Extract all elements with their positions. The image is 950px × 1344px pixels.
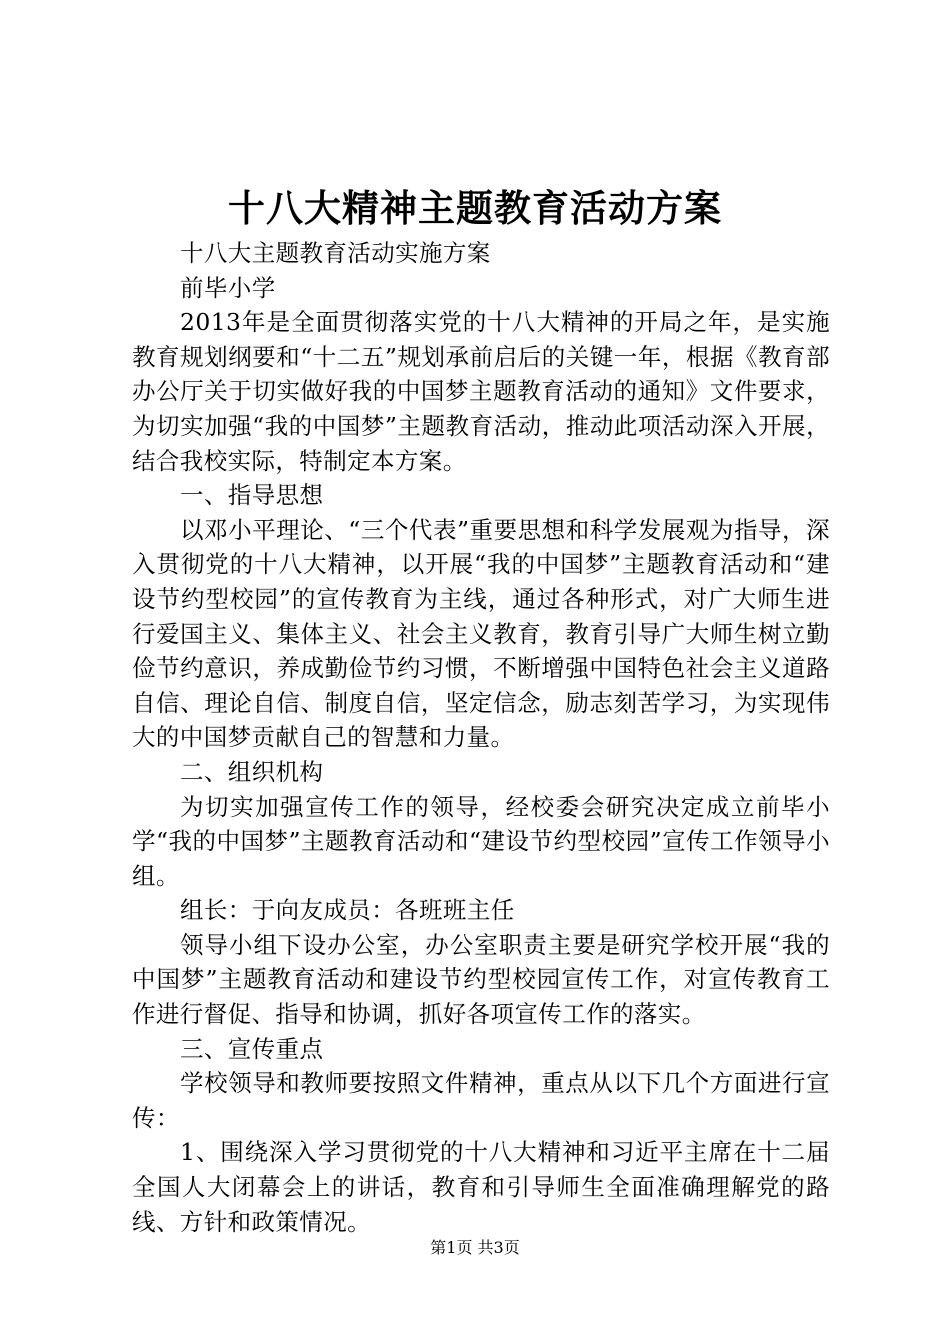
intro-paragraph: 2013年是全面贯彻落实党的十八大精神的开局之年，是实施教育规划纲要和“十二五”规划承前启后的关键一年，根据《教育部办公厅关于切实做好我的中国梦主题教育活动的通知》文件要求，为切实加强“我的中国梦”主题教育活动，推动此项活动深入开展，结合我校实际，特制定本方案。 [132,308,830,475]
office-duties-paragraph: 领导小组下设办公室，办公室职责主要是研究学校开展“我的中国梦”主题教育活动和建设节约型校园宣传工作，对宣传教育工作进行督促、指导和协调，抓好各项宣传工作的落实。 [132,930,830,1029]
publicity-focus-paragraph: 学校领导和教师要按照文件精神，重点从以下几个方面进行宣传： [132,1069,830,1132]
guiding-ideology-paragraph: 以邓小平理论、“三个代表”重要思想和科学发展观为指导，深入贯彻党的十八大精神，以开展“我的中国梦”主题教育活动和“建设节约型校园”的宣传教育为主线，通过各种形式，对广大师生进行爱国主义、集体主义、社会主义教育，教育引导广大师生树立勤俭节约意识，养成勤俭节约习惯，不断增强中国特色社会主义道路自信、理论自信、制度自信，坚定信念，励志刻苦学习，为实现伟大的中国梦贡献自己的智慧和力量。 [132,515,830,752]
focus-item-1-paragraph: 1、围绕深入学习贯彻党的十八大精神和习近平主席在十二届全国人大闭幕会上的讲话，教育和引导师生全面准确理解党的路线、方针和政策情况。 [132,1138,830,1236]
page-footer: 第1页 共3页 [430,1238,520,1257]
members-paragraph: 组长：于向友成员：各班班主任 [180,896,515,925]
section-heading-publicity-focus: 三、宣传重点 [180,1034,324,1063]
organization-paragraph: 为切实加强宣传工作的领导，经校委会研究决定成立前毕小学“我的中国梦”主题教育活动和“建设节约型校园”宣传工作领导小组。 [132,792,830,890]
document-body [132,236,830,1239]
subtitle-paragraph: 十八大主题教育活动实施方案 [180,239,491,267]
document-title: 十八大精神主题教育活动方案 [228,187,722,230]
school-name-paragraph: 前毕小学 [180,273,276,302]
section-heading-organization: 二、组织机构 [180,757,324,786]
section-heading-guiding-ideology: 一、指导思想 [180,481,324,510]
